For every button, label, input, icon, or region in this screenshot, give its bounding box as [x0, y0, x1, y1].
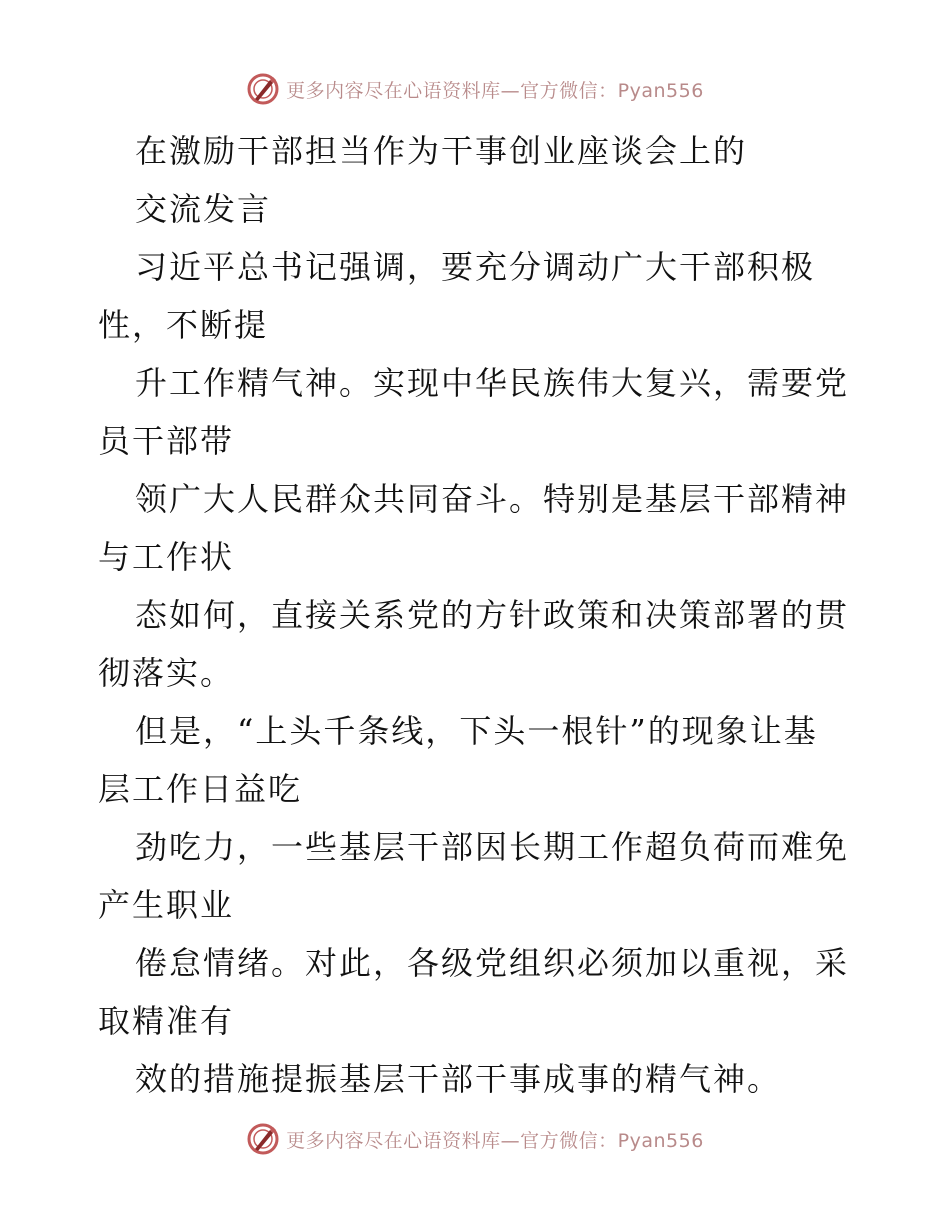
text-line: 层工作日益吃	[98, 770, 303, 808]
text-line: 取精准有	[98, 1002, 235, 1040]
watermark-text: 更多内容尽在心语资料库—官方微信：Pyan556	[286, 79, 704, 102]
text-line: 彻落实。	[98, 654, 235, 692]
text-line: 在激励干部担当作为干事创业座谈会上的	[135, 132, 748, 170]
text-line: 产生职业	[98, 886, 235, 924]
text-line: 领广大人民群众共同奋斗。特别是基层干部精神	[135, 480, 850, 518]
pen-seal-icon	[246, 72, 280, 106]
footer-watermark	[0, 1122, 950, 1156]
text-line: 员干部带	[98, 422, 235, 460]
text-line: 态如何，直接关系党的方针政策和决策部署的贯	[135, 596, 850, 634]
header-watermark	[0, 72, 950, 106]
pen-seal-icon	[246, 1122, 280, 1156]
text-line: 交流发言	[135, 190, 272, 228]
watermark-text: 更多内容尽在心语资料库—官方微信：Pyan556	[286, 1129, 704, 1152]
document-body	[98, 122, 858, 1108]
text-line: 性，不断提	[98, 306, 269, 344]
text-line: 升工作精气神。实现中华民族伟大复兴，需要党	[135, 364, 850, 402]
text-line: 倦怠情绪。对此，各级党组织必须加以重视，采	[135, 944, 850, 982]
text-line: 与工作状	[98, 538, 235, 576]
text-line: 效的措施提振基层干部干事成事的精气神。	[135, 1060, 782, 1098]
text-line: 习近平总书记强调，要充分调动广大干部积极	[135, 248, 816, 286]
text-line: 但是，“上头千条线，下头一根针”的现象让基	[135, 712, 818, 750]
text-line: 劲吃力，一些基层干部因长期工作超负荷而难免	[135, 828, 850, 866]
